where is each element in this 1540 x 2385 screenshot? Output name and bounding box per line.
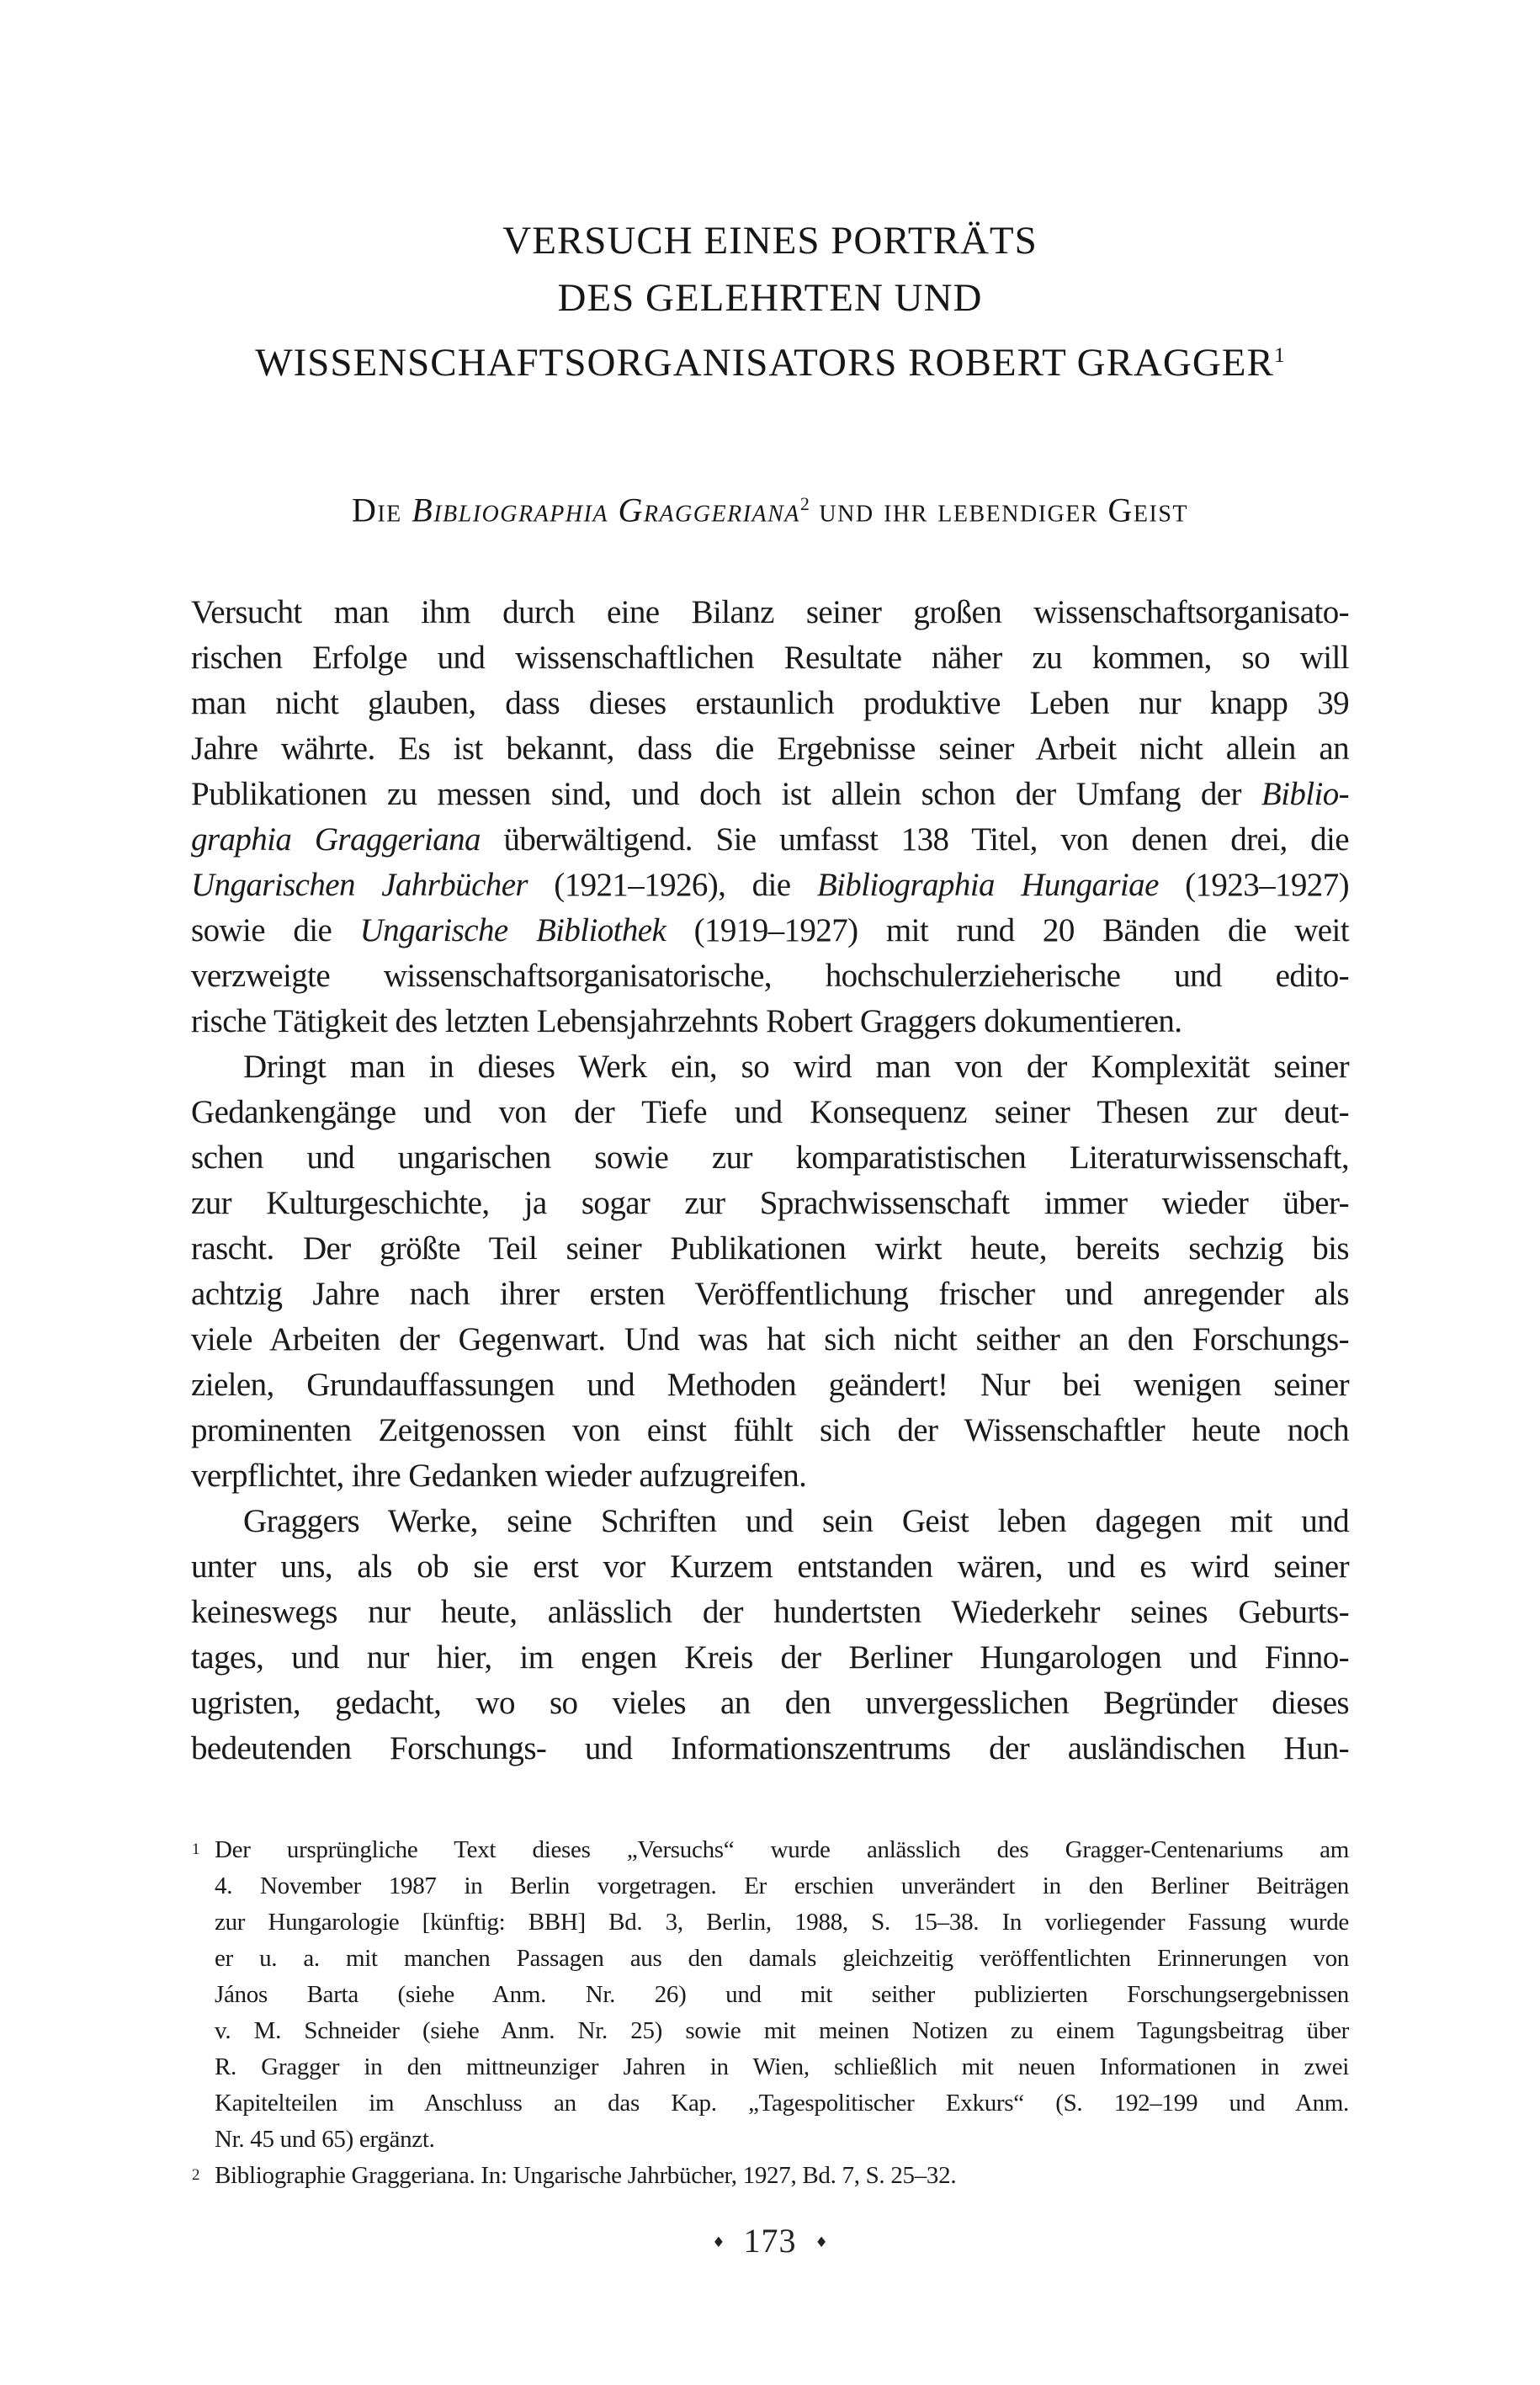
text-run: Bibliographia Hungariae	[816, 866, 1159, 903]
text-line	[215, 2013, 1349, 2049]
text-line	[215, 2122, 1349, 2158]
text-line	[191, 726, 1349, 772]
text-run: sowie die	[191, 911, 360, 948]
text-line	[191, 1408, 1349, 1453]
text-run: unter uns, als ob sie erst vor Kurzem entstanden wären, und es wird seiner	[191, 1548, 1349, 1585]
text-run: tages, und nur hier, im engen Kreis der Berliner Hungarologen und Finno-	[191, 1639, 1349, 1676]
paragraph	[191, 590, 1349, 1044]
text-line	[191, 1090, 1349, 1135]
footnote-1	[191, 1832, 1349, 2158]
text-line	[191, 999, 1349, 1044]
text-run: zielen, Grundauffassungen und Methoden geändert! Nur bei wenigen seiner	[191, 1366, 1349, 1403]
text-line	[191, 908, 1349, 953]
text-line	[215, 2049, 1349, 2085]
text-run: Versucht man ihm durch eine Bilanz seiner großen wissenschaftsorganisato-	[191, 593, 1349, 630]
text-run: er u. a. mit manchen Passagen aus den damals gleichzeitig veröffentlichten Erinnerungen von	[215, 1944, 1349, 1972]
text-run: graphia Graggeriana	[191, 821, 481, 858]
text-run: ugristen, gedacht, wo so vieles an den unvergesslichen Begründer dieses	[191, 1684, 1349, 1721]
text-line	[215, 1941, 1349, 1977]
text-run: zur Hungarologie [künftig: BBH] Bd. 3, Berlin, 1988, S. 15–38. In vorliegender Fassung wurde	[215, 1908, 1349, 1936]
text-line	[191, 1726, 1349, 1771]
text-line	[191, 1681, 1349, 1726]
text-line	[191, 1544, 1349, 1590]
text-run: achtzig Jahre nach ihrer ersten Veröffentlichung frischer und anregender als	[191, 1275, 1349, 1312]
text-run: Der ursprüngliche Text dieses „Versuchs“ wurde anlässlich des Gragger-Centenariums am	[215, 1835, 1349, 1863]
footnote-ref-1-icon: 1	[1273, 343, 1285, 367]
text-run: Bibliographie Graggeriana. In: Ungarische Jahrbücher, 1927, Bd. 7, S. 25–32.	[215, 2161, 957, 2189]
text-run: zur Kulturgeschichte, ja sogar zur Sprachwissenschaft immer wieder über-	[191, 1184, 1349, 1221]
text-run: bedeutenden Forschungs- und Informationszentrums der ausländischen Hun-	[191, 1729, 1349, 1766]
text-line	[191, 1499, 1349, 1544]
diamond-icon: ♦	[815, 2234, 828, 2251]
title-line-3	[191, 327, 1349, 391]
title-line-1: VERSUCH EINES PORTRÄTS	[502, 219, 1038, 263]
text-run: Die	[351, 491, 412, 529]
text-line	[191, 635, 1349, 681]
page-number: 173	[743, 2221, 797, 2260]
diamond-icon: ♦	[712, 2234, 725, 2251]
text-run: schen und ungarischen sowie zur komparatistischen Literaturwissenschaft,	[191, 1139, 1349, 1176]
paragraph	[191, 1499, 1349, 1771]
text-line	[191, 1181, 1349, 1226]
text-run: rascht. Der größte Teil seiner Publikationen wirkt heute, bereits sechzig bis	[191, 1230, 1349, 1267]
text-line	[215, 2158, 1349, 2194]
text-run: Jahre währte. Es ist bekannt, dass die Ergebnisse seiner Arbeit nicht allein an	[191, 730, 1349, 767]
text-run: verpflichtet, ihre Gedanken wieder aufzugreifen.	[191, 1457, 807, 1494]
text-run: und ihr lebendiger Geist	[809, 491, 1189, 529]
text-run: 4. November 1987 in Berlin vorgetragen. Er erschien unverändert in den Berliner Beiträgen	[215, 1872, 1349, 1899]
text-line	[215, 1832, 1349, 1868]
page-footer	[191, 2223, 1349, 2267]
text-run: verzweigte wissenschaftsorganisatorische, hochschulerzieherische und edito-	[191, 957, 1349, 994]
text-run: Ungarische Bibliothek	[359, 911, 666, 948]
text-line	[191, 1272, 1349, 1317]
text-line	[191, 1453, 1349, 1499]
text-line	[215, 1977, 1349, 2013]
text-run: rischen Erfolge und wissenschaftlichen Resultate näher zu kommen, so will	[191, 639, 1349, 676]
text-run: (1921–1926), die	[527, 866, 817, 903]
text-run: (1923–1927)	[1158, 866, 1349, 903]
chapter-title	[191, 212, 1349, 391]
text-line	[191, 953, 1349, 999]
text-run: Ungarischen Jahrbücher	[191, 866, 528, 903]
text-line	[215, 2085, 1349, 2122]
text-line	[191, 681, 1349, 726]
text-line	[191, 1590, 1349, 1635]
text-run: Kapitelteilen im Anschluss an das Kap. „Tagespolitischer Exkurs“ (S. 192–199 und Anm.	[215, 2089, 1349, 2117]
text-run: Nr. 45 und 65) ergänzt.	[215, 2125, 435, 2153]
text-line	[191, 1317, 1349, 1362]
text-run: Gedankengänge und von der Tiefe und Konsequenz seiner Thesen zur deut-	[191, 1093, 1349, 1130]
footnote-ref: 2	[799, 493, 810, 515]
text-run: Dringt man in dieses Werk ein, so wird man von der Komplexität seiner	[243, 1048, 1349, 1085]
title-line-3-text: WISSENSCHAFTSORGANISATORS ROBERT GRAGGER	[255, 341, 1274, 385]
text-line	[191, 1635, 1349, 1681]
text-run: János Barta (siehe Anm. Nr. 26) und mit seither publizierten Forschungsergebnissen	[215, 1980, 1349, 2008]
footnote-2	[191, 2158, 1349, 2194]
text-run: überwältigend. Sie umfasst 138 Titel, von denen drei, die	[480, 821, 1349, 858]
text-run: man nicht glauben, dass dieses erstaunlich produktive Leben nur knapp 39	[191, 684, 1349, 721]
text-run: v. M. Schneider (siehe Anm. Nr. 25) sowie mit meinen Notizen zu einem Tagungsbeitrag über	[215, 2016, 1349, 2044]
footnotes-block	[191, 1832, 1349, 2194]
text-run: (1919–1927) mit rund 20 Bänden die weit	[666, 911, 1349, 948]
text-line	[191, 1226, 1349, 1272]
text-line	[191, 1135, 1349, 1181]
text-run: prominenten Zeitgenossen von einst fühlt sich der Wissenschaftler heute noch	[191, 1411, 1349, 1448]
text-run: viele Arbeiten der Gegenwart. Und was hat sich nicht seither an den Forschungs-	[191, 1320, 1349, 1357]
section-subtitle	[191, 486, 1349, 529]
text-run: R. Gragger in den mittneunziger Jahren in Wien, schließlich mit neuen Informationen in zwei	[215, 2053, 1349, 2080]
text-run: Bibliographia Graggeriana	[412, 491, 800, 529]
text-run: Graggers Werke, seine Schriften und sein Geist leben dagegen mit und	[243, 1502, 1349, 1539]
footnote-marker: 1	[192, 1840, 200, 1858]
text-run: Biblio-	[1261, 775, 1349, 812]
footnote-marker: 2	[192, 2165, 200, 2184]
text-line	[191, 590, 1349, 635]
body-text	[191, 590, 1349, 1771]
text-line	[191, 817, 1349, 863]
text-line	[191, 1044, 1349, 1090]
text-run: keineswegs nur heute, anlässlich der hundertsten Wiederkehr seines Geburts-	[191, 1593, 1349, 1630]
text-line	[191, 772, 1349, 817]
text-line	[215, 1868, 1349, 1904]
text-run: rische Tätigkeit des letzten Lebensjahrzehnts Robert Graggers dokumentieren.	[191, 1002, 1182, 1039]
text-line	[191, 1362, 1349, 1408]
title-line-2: DES GELEHRTEN UND	[557, 276, 983, 320]
text-run: Publikationen zu messen sind, und doch ist allein schon der Umfang der	[191, 775, 1261, 812]
paragraph	[191, 1044, 1349, 1499]
text-line	[191, 863, 1349, 908]
text-line	[215, 1904, 1349, 1941]
